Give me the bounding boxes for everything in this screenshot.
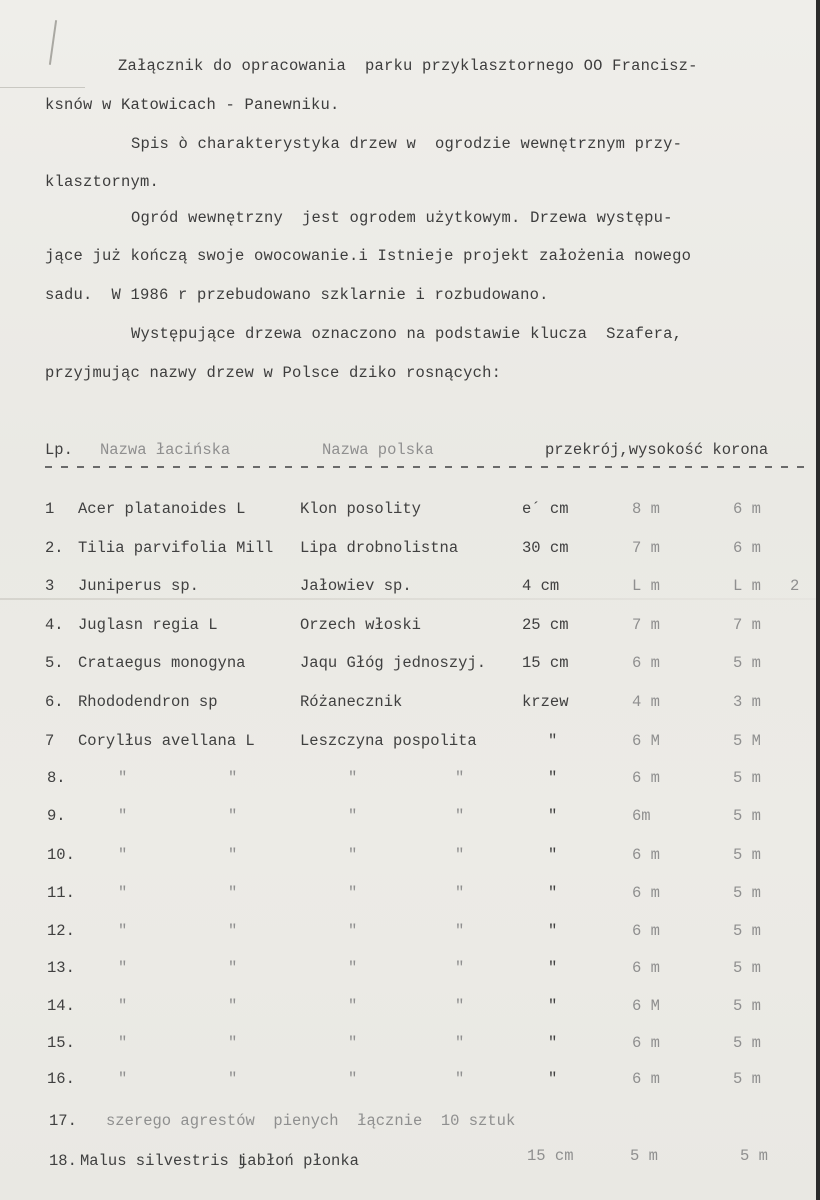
intro-line-3: Spis ò charakterystyka drzew w ogrodzie wewnętrznym przy- <box>131 135 683 153</box>
row-3-polish: Jałowiev sp. <box>300 577 412 595</box>
row-4-polish: Orzech włoski <box>300 616 421 634</box>
row-16-polish: " <box>228 1070 238 1088</box>
row-6-korona: 3 m <box>733 693 761 711</box>
row-18-wysokosc: 5 m <box>630 1147 658 1165</box>
header-divider <box>45 466 813 468</box>
row-15-przekroj: " <box>548 1034 558 1052</box>
row-7-lp: 7 <box>45 732 55 750</box>
row-16-lp: 16. <box>47 1070 75 1088</box>
row-1-wysokosc: 8 m <box>632 500 660 518</box>
row-12-latin: " <box>118 922 128 940</box>
row-12-polish3: " <box>455 922 465 940</box>
row-8-latin: " <box>118 769 128 787</box>
row-7-polish: Leszczyna pospolita <box>300 732 477 750</box>
row-1-korona: 6 m <box>733 500 761 518</box>
row-13-wysokosc: 6 m <box>632 959 660 977</box>
row-8-lp: 8. <box>47 769 66 787</box>
page-edge-shadow <box>816 0 820 1200</box>
row-2-wysokosc: 7 m <box>632 539 660 557</box>
row-12-przekroj: " <box>548 922 558 940</box>
intro-line-6: jące już kończą swoje owocowanie.i Istnieje projekt założenia nowego <box>45 247 692 265</box>
row-3-lp: 3 <box>45 577 55 595</box>
row-5-latin: Crataegus monogyna <box>78 654 246 672</box>
row-2-latin: Tilia parvifolia Mill <box>78 539 274 557</box>
intro-line-1: Załącznik do opracowania parku przyklasztornego OO Francisz- <box>118 57 698 75</box>
row-3-latin: Juniperus sp. <box>78 577 199 595</box>
row-14-przekroj: " <box>548 997 558 1015</box>
row-10-korona: 5 m <box>733 846 761 864</box>
row-18-przekroj: 15 cm <box>527 1147 574 1165</box>
row-15-lp: 15. <box>47 1034 75 1052</box>
row-5-przekroj: 15 cm <box>522 654 569 672</box>
row-18-korona: 5 m <box>740 1147 768 1165</box>
row-2-korona: 6 m <box>733 539 761 557</box>
row-3-extra: 2 <box>790 577 800 595</box>
row-16-wysokosc: 6 m <box>632 1070 660 1088</box>
row-12-korona: 5 m <box>733 922 761 940</box>
row-15-polish3: " <box>455 1034 465 1052</box>
row-12-polish2: " <box>348 922 358 940</box>
row-16-przekroj: " <box>548 1070 558 1088</box>
row-10-latin: " <box>118 846 128 864</box>
fold-mark <box>0 87 85 88</box>
row-9-lp: 9. <box>47 807 66 825</box>
row-3-wysokosc: L m <box>632 577 660 595</box>
row-14-wysokosc: 6 M <box>632 997 660 1015</box>
row-18-latin: Malus silvestris L <box>80 1152 248 1170</box>
row-5-wysokosc: 6 m <box>632 654 660 672</box>
header-latin-name: Nazwa łacińska <box>100 441 231 459</box>
row-7-przekroj: " <box>548 732 558 750</box>
row-7-wysokosc: 6 M <box>632 732 660 750</box>
row-15-latin: " <box>118 1034 128 1052</box>
row-4-wysokosc: 7 m <box>632 616 660 634</box>
row-1-polish: Klon posolity <box>300 500 421 518</box>
row-18-lp: 18. <box>49 1152 77 1170</box>
row-11-korona: 5 m <box>733 884 761 902</box>
row-9-polish2: " <box>348 807 358 825</box>
row-9-polish3: " <box>455 807 465 825</box>
row-11-polish2: " <box>348 884 358 902</box>
row-5-korona: 5 m <box>733 654 761 672</box>
row-6-lp: 6. <box>45 693 64 711</box>
row-7-korona: 5 M <box>733 732 761 750</box>
row-11-przekroj: " <box>548 884 558 902</box>
intro-line-5: Ogród wewnętrzny jest ogrodem użytkowym. Drzewa występu- <box>131 209 673 227</box>
row-4-lp: 4. <box>45 616 64 634</box>
row-16-latin: " <box>118 1070 128 1088</box>
row-10-wysokosc: 6 m <box>632 846 660 864</box>
header-measures: przekrój,wysokość korona <box>545 441 769 459</box>
row-15-wysokosc: 6 m <box>632 1034 660 1052</box>
row-11-lp: 11. <box>47 884 75 902</box>
row-10-polish: " <box>228 846 238 864</box>
row-13-polish2: " <box>348 959 358 977</box>
row-9-wysokosc: 6m <box>632 807 651 825</box>
row-1-latin: Acer platanoides L <box>78 500 246 518</box>
row-5-polish: Jaqu Głóg jednoszyj. <box>300 654 487 672</box>
paper-crease <box>49 20 57 65</box>
row-18-polish: jabłoń płonka <box>238 1152 359 1170</box>
row-1-lp: 1 <box>45 500 55 518</box>
intro-line-7: sadu. W 1986 r przebudowano szklarnie i rozbudowano. <box>45 286 549 304</box>
row-6-przekroj: krzew <box>522 693 569 711</box>
row-6-polish: Różanecznik <box>300 693 403 711</box>
row-12-polish: " <box>228 922 238 940</box>
row-3-przekroj: 4 cm <box>522 577 560 595</box>
row-9-polish: " <box>228 807 238 825</box>
row-16-polish2: " <box>348 1070 358 1088</box>
row-14-lp: 14. <box>47 997 75 1015</box>
row-15-polish: " <box>228 1034 238 1052</box>
intro-line-2: ksnów w Katowicach - Panewniku. <box>45 96 340 114</box>
row-5-lp: 5. <box>45 654 64 672</box>
row-6-latin: Rhododendron sp <box>78 693 218 711</box>
row-8-polish2: " <box>348 769 358 787</box>
row-14-polish2: " <box>348 997 358 1015</box>
row-15-polish2: " <box>348 1034 358 1052</box>
row-16-korona: 5 m <box>733 1070 761 1088</box>
row-8-polish: " <box>228 769 238 787</box>
row-12-lp: 12. <box>47 922 75 940</box>
row-9-korona: 5 m <box>733 807 761 825</box>
row-9-przekroj: " <box>548 807 558 825</box>
row-14-korona: 5 m <box>733 997 761 1015</box>
row-13-przekroj: " <box>548 959 558 977</box>
row-13-lp: 13. <box>47 959 75 977</box>
row-11-wysokosc: 6 m <box>632 884 660 902</box>
row-17-lp: 17. <box>49 1112 77 1130</box>
row-8-korona: 5 m <box>733 769 761 787</box>
row-16-polish3: " <box>455 1070 465 1088</box>
row-4-latin: Juglasn regia L <box>78 616 218 634</box>
row-17-text: szerego agrestów pienych łącznie 10 sztuk <box>106 1112 516 1130</box>
row-14-polish: " <box>228 997 238 1015</box>
row-2-polish: Lipa drobnolistna <box>300 539 459 557</box>
row-13-polish3: " <box>455 959 465 977</box>
row-11-latin: " <box>118 884 128 902</box>
row-3-korona: L m <box>733 577 761 595</box>
row-11-polish: " <box>228 884 238 902</box>
row-14-latin: " <box>118 997 128 1015</box>
row-4-korona: 7 m <box>733 616 761 634</box>
paper-fold-line <box>0 598 816 600</box>
row-13-korona: 5 m <box>733 959 761 977</box>
row-10-przekroj: " <box>548 846 558 864</box>
row-1-przekroj: e´ cm <box>522 500 569 518</box>
intro-line-4: klasztornym. <box>45 173 160 191</box>
row-8-wysokosc: 6 m <box>632 769 660 787</box>
row-11-polish3: " <box>455 884 465 902</box>
row-14-polish3: " <box>455 997 465 1015</box>
row-2-lp: 2. <box>45 539 64 557</box>
row-4-przekroj: 25 cm <box>522 616 569 634</box>
row-8-polish3: " <box>455 769 465 787</box>
row-12-wysokosc: 6 m <box>632 922 660 940</box>
row-8-przekroj: " <box>548 769 558 787</box>
row-10-polish3: " <box>455 846 465 864</box>
header-polish-name: Nazwa polska <box>322 441 434 459</box>
row-2-przekroj: 30 cm <box>522 539 569 557</box>
intro-line-8: Występujące drzewa oznaczono na podstawie klucza Szafera, <box>131 325 683 343</box>
intro-line-9: przyjmując nazwy drzew w Polsce dziko rosnących: <box>45 364 502 382</box>
row-9-latin: " <box>118 807 128 825</box>
row-10-lp: 10. <box>47 846 75 864</box>
row-15-korona: 5 m <box>733 1034 761 1052</box>
row-13-latin: " <box>118 959 128 977</box>
row-7-latin: Corylłus avellana L <box>78 732 255 750</box>
header-lp: Lp. <box>45 441 73 459</box>
row-6-wysokosc: 4 m <box>632 693 660 711</box>
row-10-polish2: " <box>348 846 358 864</box>
row-13-polish: " <box>228 959 238 977</box>
